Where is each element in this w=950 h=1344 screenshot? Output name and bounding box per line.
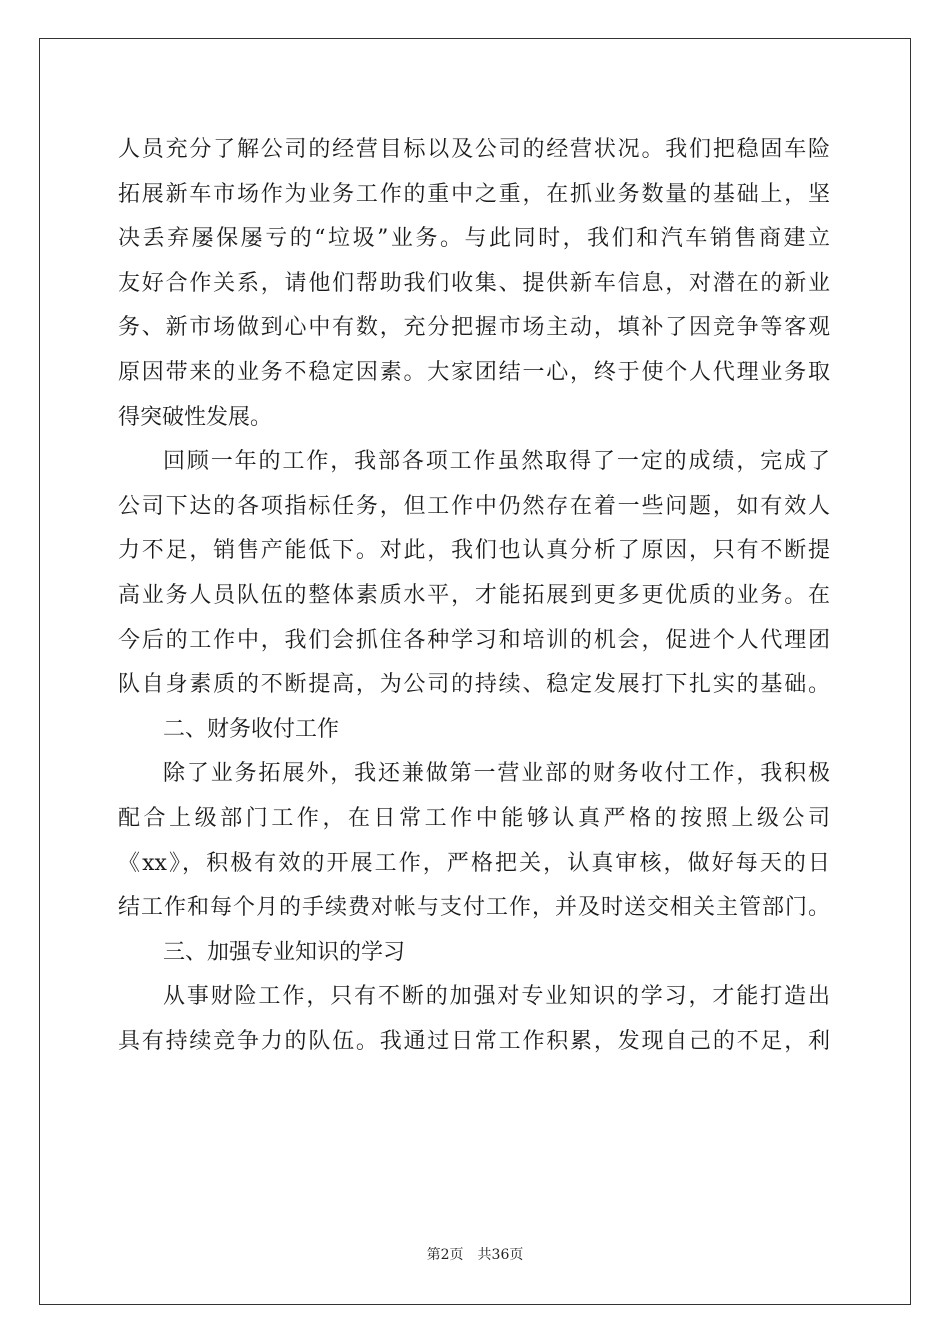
text-line: 队自身素质的不断提高，为公司的持续、稳定发展打下扎实的基础。 — [118, 672, 830, 698]
page-total: 共36页 — [477, 1247, 524, 1263]
text-line: 原因带来的业务不稳定因素。大家团结一心，终于使个人代理业务取 — [118, 359, 830, 385]
text-line: 高业务人员队伍的整体素质水平，才能拓展到更多更优质的业务。在 — [118, 582, 830, 608]
text-line: 得突破性发展。 — [118, 404, 273, 430]
document-body — [118, 128, 830, 1064]
text-line: 公司下达的各项指标任务，但工作中仍然存在着一些问题，如有效人 — [118, 493, 830, 519]
page-footer — [0, 1244, 950, 1264]
text-line: 决丢弃屡保屡亏的“垃圾”业务。与此同时，我们和汽车销售商建立 — [118, 226, 830, 252]
text-line: 三、加强专业知识的学习 — [163, 939, 406, 965]
text-line: 具有持续竞争力的队伍。我通过日常工作积累，发现自己的不足，利 — [118, 1028, 830, 1054]
text-line: 配合上级部门工作，在日常工作中能够认真严格的按照上级公司 — [118, 805, 830, 831]
text-line: 今后的工作中，我们会抓住各种学习和培训的机会，促进个人代理团 — [118, 627, 830, 653]
page-number: 第2页 — [426, 1247, 464, 1263]
text-line: 二、财务收付工作 — [163, 716, 340, 742]
text-line: 力不足，销售产能低下。对此，我们也认真分析了原因，只有不断提 — [118, 538, 830, 564]
text-line: 从事财险工作，只有不断的加强对专业知识的学习，才能打造出 — [163, 984, 830, 1010]
text-line: 结工作和每个月的手续费对帐与支付工作，并及时送交相关主管部门。 — [118, 895, 830, 921]
text-line: 《xx》，积极有效的开展工作，严格把关，认真审核，做好每天的日 — [118, 850, 830, 876]
text-line: 拓展新车市场作为业务工作的重中之重，在抓业务数量的基础上，坚 — [118, 181, 830, 207]
text-line: 除了业务拓展外，我还兼做第一营业部的财务收付工作，我积极 — [163, 761, 830, 787]
text-line: 务、新市场做到心中有数，充分把握市场主动，填补了因竞争等客观 — [118, 315, 830, 341]
text-line: 人员充分了解公司的经营目标以及公司的经营状况。我们把稳固车险 — [118, 137, 830, 162]
text-line: 回顾一年的工作，我部各项工作虽然取得了一定的成绩，完成了 — [163, 449, 830, 475]
text-line: 友好合作关系，请他们帮助我们收集、提供新车信息，对潜在的新业 — [118, 270, 830, 296]
